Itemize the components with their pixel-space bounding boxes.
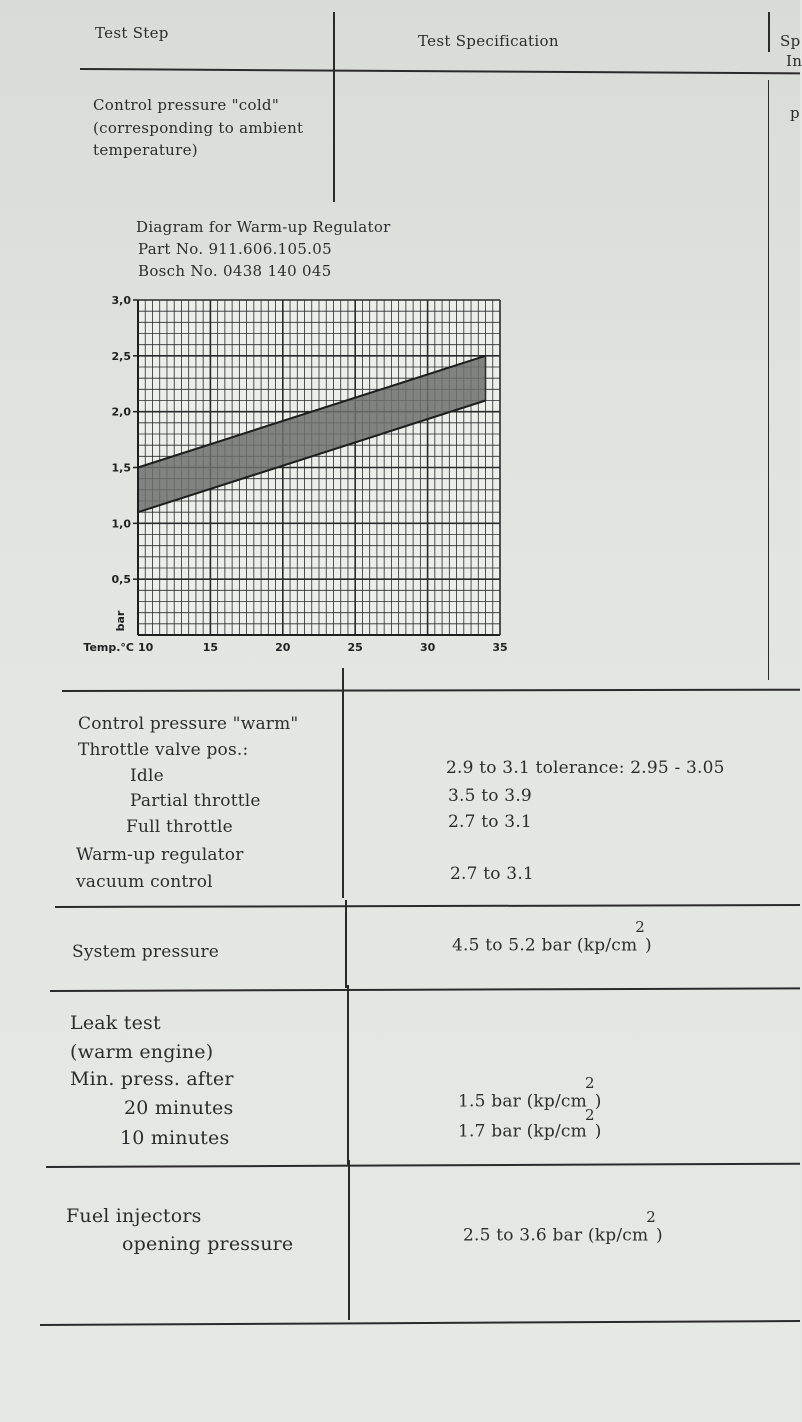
table-divider-3 [46,1163,800,1168]
table-divider-1 [55,904,800,908]
warm-row-line1: Control pressure "warm" [78,714,299,734]
header-col3-divider-top [768,12,770,52]
y-tick-label: 2,0 [111,405,131,419]
fuel-injectors-line1: Fuel injectors [66,1205,202,1227]
y-tick-label: 1,5 [111,461,131,475]
fuel-injectors-line2: opening pressure [122,1233,294,1255]
diagram-title: Diagram for Warm-up Regulator [136,218,391,236]
table-divider-2 [50,987,800,992]
y-tick-label: 1,0 [111,517,131,531]
x-tick-label: 10 [138,641,154,654]
table-top-border [62,689,800,692]
warm-partial-spec: 3.5 to 3.9 [448,786,532,806]
cold-row-line3: temperature) [93,141,198,159]
cold-row-line2: (corresponding to ambient [93,119,304,137]
warm-up-regulator-chart [83,290,520,660]
x-axis-label: Temp.°C [83,641,134,654]
cold-row-right-fragment: p [790,104,800,122]
y-axis-label: bar [114,610,127,632]
warm-row-vacuum: vacuum control [76,872,213,892]
header-col-divider [333,12,335,202]
diagram-part-no: Part No. 911.606.105.05 [138,240,332,258]
warm-row-regulator: Warm-up regulator [76,845,244,865]
warm-row-partial: Partial throttle [130,791,261,811]
y-tick-label: 0,5 [111,573,131,587]
diagram-bosch-no: Bosch No. 0438 140 045 [138,262,332,280]
header-test-step: Test Step [95,24,169,42]
warm-full-spec: 2.7 to 3.1 [448,812,532,832]
warm-row-full: Full throttle [126,817,233,837]
x-tick-label: 15 [202,641,219,654]
warm-idle-spec: 2.9 to 3.1 tolerance: 2.95 - 3.05 [446,758,725,778]
table-col-divider-3 [347,985,349,1165]
table-col-divider-4 [348,1160,350,1320]
header-col3-line1: Sp [780,32,801,50]
system-pressure-label: System pressure [72,942,220,962]
leak-20min-spec: 1.5 bar $(kp/cm^2)$ [458,1074,602,1112]
leak-10min-spec: 1.7 bar $(kp/cm^2)$ [458,1106,602,1142]
leak-test-line2: (warm engine) [70,1041,214,1063]
system-pressure-spec: 4.5 to 5.2 bar $(kp/cm^2)$ [452,918,652,956]
cold-row-line1: Control pressure "cold" [93,96,280,114]
x-tick-label: 30 [419,641,436,654]
leak-test-line3: Min. press. after [70,1068,234,1090]
y-tick-label: 2,5 [111,349,131,363]
x-tick-label: 35 [492,641,508,654]
leak-test-10min: 10 minutes [120,1127,230,1149]
right-col-divider [768,80,769,680]
header-divider [80,68,800,74]
leak-test-20min: 20 minutes [124,1097,234,1119]
warm-vacuum-spec: 2.7 to 3.1 [450,864,534,884]
x-tick-label: 25 [347,641,363,654]
warm-row-idle: Idle [130,766,164,786]
y-tick-label: 3,0 [111,294,131,307]
warm-row-line2: Throttle valve pos.: [78,740,249,760]
table-bottom-border [40,1320,800,1326]
table-col-divider-2 [345,900,347,988]
table-col-divider-1 [342,668,344,898]
leak-test-line1: Leak test [70,1012,161,1034]
x-tick-label: 20 [275,641,291,654]
header-test-specification: Test Specification [418,32,559,50]
header-col3-line2: In [786,52,802,70]
fuel-injectors-spec: 2.5 to 3.6 bar $(kp/cm^2)$ [463,1208,663,1246]
